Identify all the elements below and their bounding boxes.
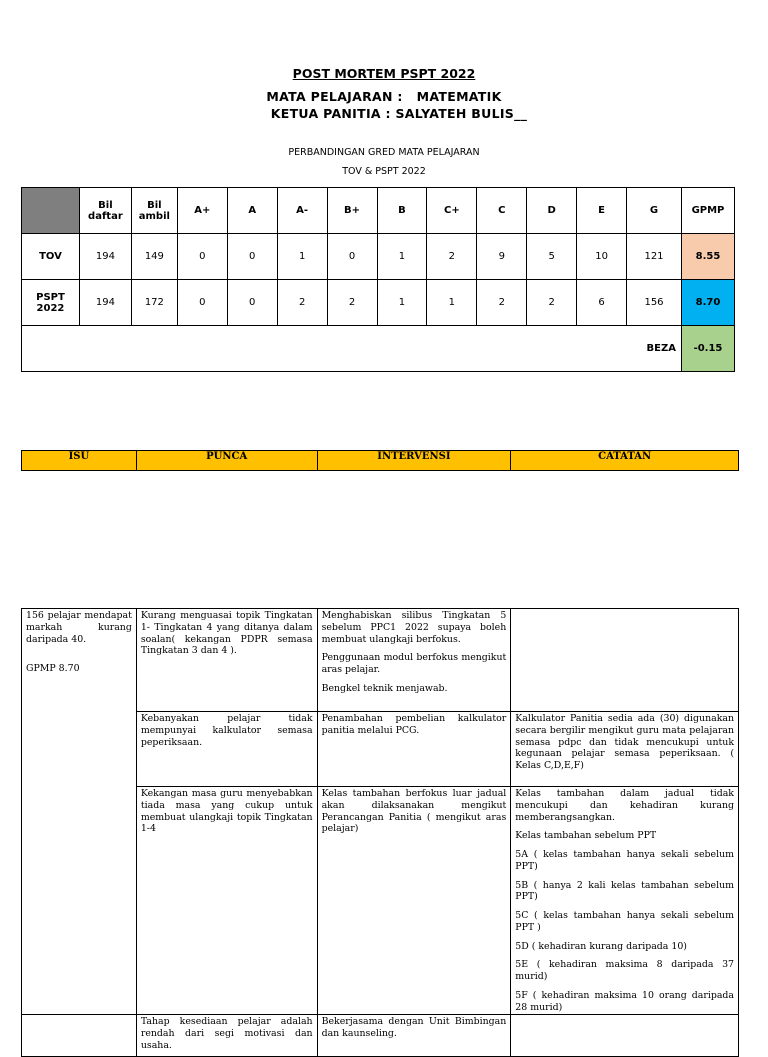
isu-cell [22,609,137,1015]
intervensi-cell: Menghabiskan silibus Tingkatan 5 sebelum PPC1 2022 supaya boleh membuat ulangkaji berfokus. Penggunaan modul berfokus mengikut aras pelajar. Bengkel teknik menjawab. [317,609,511,712]
table-cell: 156 [627,280,682,326]
header-intervensi: INTERVENSI [317,451,511,471]
table-cell: 0 [177,234,227,280]
table-cell: 10 [577,234,627,280]
issue-row [22,1015,739,1057]
comparison-title: PERBANDINGAN GRED MATA PELAJARAN [288,147,480,158]
column-header: C+ [427,188,477,234]
table-cell: 1 [377,280,427,326]
analysis-header-table [21,450,739,471]
intervensi-cell: Bekerjasama dengan Unit Bimbingan dan kaunseling. [317,1015,511,1057]
table-cell: 194 [79,280,131,326]
catatan-cell [511,1015,739,1057]
table-cell: 0 [177,280,227,326]
beza-label: BEZA [22,326,682,372]
row-label: TOV [22,234,80,280]
table-cell: 194 [79,234,131,280]
header-catatan: CATATAN [511,451,739,471]
document-title: POST MORTEM PSPT 2022 [292,66,476,81]
intervensi-cell: Penambahan pembelian kalkulator panitia melalui PCG. [317,712,511,787]
header-punca: PUNCA [136,451,317,471]
table-cell: 5 [527,234,577,280]
table-cell: 0 [327,234,377,280]
grade-comparison-table [21,187,735,372]
table-cell: 1 [377,234,427,280]
column-header: GPMP [681,188,734,234]
table-cell: 2 [277,280,327,326]
table-cell: 149 [131,234,177,280]
table-cell: 0 [227,234,277,280]
punca-cell: Kurang menguasai topik Tingkatan 1- Tingkatan 4 yang ditanya dalam soalan( kekangan PDPR semasa Tingkatan 3 dan 4 ). [136,609,317,712]
column-header: Bil daftar [79,188,131,234]
column-header: A- [277,188,327,234]
beza-row [22,326,735,372]
catatan-cell: Kalkulator Panitia sedia ada (30) digunakan secara bergilir mengikut guru mata pelajaran semasa pdpc dan tidak mencukupi untuk kegunaan pelajar semasa peperiksaan. ( Kelas C,D,E,F) [511,712,739,787]
head-of-panel-line: KETUA PANITIA : SALYATEH BULIS__ [270,106,528,121]
table-cell: 2 [477,280,527,326]
table-cell: 2 [527,280,577,326]
subject-line: MATA PELAJARAN : MATEMATIK [266,89,502,104]
catatan-cell [511,609,739,712]
table-row-pspt [22,280,735,326]
column-header: Bil ambil [131,188,177,234]
column-header: B [377,188,427,234]
isu-text: 156 pelajar mendapat markah kurang daripada 40. [26,610,132,645]
table-cell: 6 [577,280,627,326]
table-cell: 2 [427,234,477,280]
table-cell: 1 [427,280,477,326]
table-cell: 2 [327,280,377,326]
column-header: D [527,188,577,234]
intervensi-cell: Kelas tambahan berfokus luar jadual akan dilaksanakan mengikut Perancangan Panitia ( mengikut aras pelajar) [317,787,511,1015]
table-header-row [22,188,735,234]
column-header: B+ [327,188,377,234]
isu-gpmp: GPMP 8.70 [26,663,80,675]
column-header: G [627,188,682,234]
table-cell: 172 [131,280,177,326]
table-cell: 0 [227,280,277,326]
header-isu: ISU [22,451,137,471]
column-header: A+ [177,188,227,234]
beza-value: -0.15 [681,326,734,372]
gpmp-cell-pspt: 8.70 [681,280,734,326]
table-cell: 1 [277,234,327,280]
comparison-subtitle: TOV & PSPT 2022 [342,166,426,177]
punca-cell: Kekangan masa guru menyebabkan tiada masa yang cukup untuk membuat ulangkaji topik Tingkatan 1-4 [136,787,317,1015]
table-cell: 121 [627,234,682,280]
row-label: PSPT 2022 [22,280,80,326]
column-header: A [227,188,277,234]
column-header: C [477,188,527,234]
table-row-tov [22,234,735,280]
issue-row [22,609,739,712]
isu-cell-empty [22,1015,137,1057]
corner-cell [22,188,80,234]
punca-cell: Tahap kesediaan pelajar adalah rendah dari segi motivasi dan usaha. [136,1015,317,1057]
column-header: E [577,188,627,234]
table-cell: 9 [477,234,527,280]
gpmp-cell-tov: 8.55 [681,234,734,280]
punca-cell: Kebanyakan pelajar tidak mempunyai kalkulator semasa peperiksaan. [136,712,317,787]
catatan-cell: Kelas tambahan dalam jadual tidak mencukupi dan kehadiran kurang memberangsangkan. Kelas tambahan sebelum PPT 5A ( kelas tambahan hanya sekali sebelum PPT) 5B ( hanya 2 kali kelas tambahan sebelum PPT) 5C ( kelas tambahan hanya sekali sebelum PPT ) 5D ( kehadiran kurang daripada 10) 5E ( kehadiran maksima 8 daripada 37 murid) 5F ( kehadiran maksima 10 orang daripada 28 murid) [511,787,739,1015]
issues-table [21,608,739,1057]
